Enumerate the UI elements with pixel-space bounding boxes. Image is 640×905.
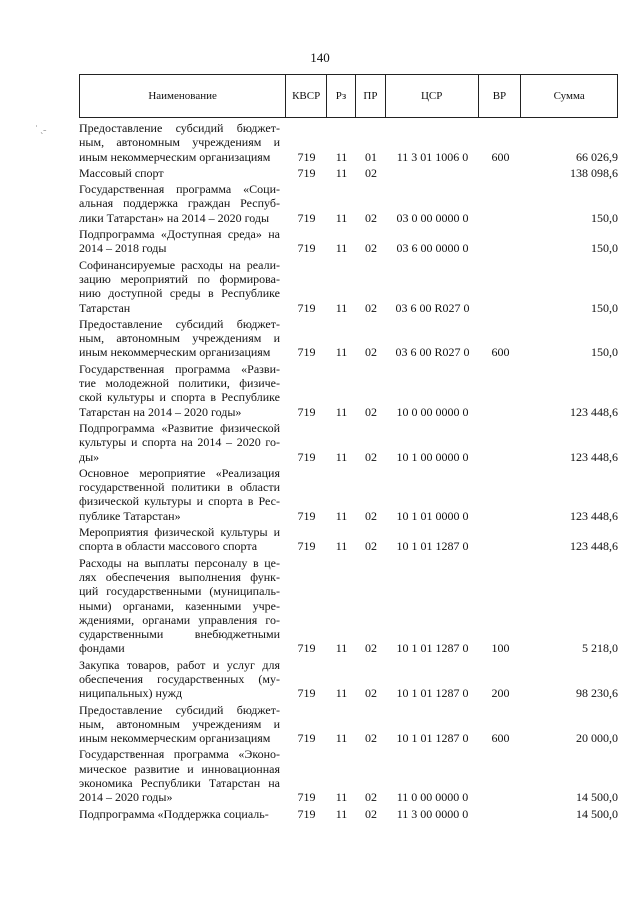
- table-row: [79, 525, 618, 554]
- row-rz: 11: [335, 404, 348, 419]
- row-name-line: Государственная программа «Соци-: [79, 182, 280, 197]
- margin-mark: ʾ ˎ˗: [35, 124, 47, 134]
- header-rz: Рз: [327, 75, 356, 117]
- row-rz: 11: [335, 790, 348, 805]
- table-row: [79, 658, 618, 701]
- row-name-line: государственной политики в области: [79, 480, 280, 495]
- row-name-line: Предоставление субсидий бюджет-: [79, 316, 280, 331]
- row-sum: 123 448,6: [570, 404, 618, 419]
- row-kvsr: 719: [297, 508, 316, 523]
- row-csr: 10 1 01 0000 0: [396, 508, 469, 523]
- row-name-line: ным, автономным учреждениям и: [79, 716, 280, 731]
- row-pr: 02: [365, 300, 377, 315]
- row-sum: 150,0: [591, 345, 618, 360]
- row-sum: 66 026,9: [576, 149, 618, 164]
- header-vr: ВР: [479, 75, 522, 117]
- table-row: [79, 258, 618, 315]
- table-row: [79, 362, 618, 419]
- row-name: [79, 807, 286, 821]
- table-row: [79, 466, 618, 523]
- row-pr: 02: [365, 404, 377, 419]
- row-name-line: Мероприятия физической культуры и: [79, 525, 280, 540]
- row-rz: 11: [335, 241, 348, 256]
- row-vr: 600: [491, 149, 510, 164]
- row-rz: 11: [335, 508, 348, 523]
- row-sum: 123 448,6: [570, 449, 618, 464]
- row-csr: 10 0 00 0000 0: [396, 404, 469, 419]
- row-name: [79, 258, 286, 315]
- row-rz: 11: [335, 731, 348, 746]
- row-vr: 600: [491, 731, 510, 746]
- row-name-line: сударственными внебюджетными: [79, 627, 280, 642]
- row-name: [79, 166, 286, 180]
- row-csr: 10 1 00 0000 0: [396, 449, 469, 464]
- row-name-line: Татарстан: [79, 300, 131, 315]
- row-kvsr: 719: [297, 449, 316, 464]
- table-row: [79, 317, 618, 360]
- row-name-line: тие молодежной политики, физиче-: [79, 376, 280, 391]
- row-name-line: лях обеспечения выполнения функ-: [79, 569, 280, 584]
- row-name-line: ды»: [79, 449, 100, 464]
- header-name: Наименование: [80, 75, 286, 117]
- row-kvsr: 719: [297, 241, 316, 256]
- row-name-line: Подпрограмма «Доступная среда» на: [79, 227, 280, 242]
- row-vr: 600: [491, 345, 510, 360]
- row-pr: 02: [365, 731, 377, 746]
- row-name-line: физической культуры и спорта в Рес-: [79, 494, 280, 509]
- row-name-line: ской культуры и спорта в Республике: [79, 390, 280, 405]
- row-sum: 123 448,6: [570, 539, 618, 554]
- row-sum: 150,0: [591, 300, 618, 315]
- row-name-line: Государственная программа «Эконо-: [79, 747, 280, 762]
- row-name: [79, 227, 286, 256]
- table-body: [79, 121, 618, 823]
- table-row: [79, 747, 618, 804]
- row-name-line: Закупка товаров, работ и услуг для: [79, 657, 280, 672]
- table-header: [79, 74, 618, 118]
- row-pr: 02: [365, 449, 377, 464]
- row-name-line: 2014 – 2018 годы: [79, 241, 167, 256]
- row-name: [79, 362, 286, 419]
- row-pr: 02: [365, 686, 377, 701]
- row-vr: 100: [491, 641, 510, 656]
- row-csr: 03 6 00 0000 0: [396, 241, 469, 256]
- row-rz: 11: [335, 806, 348, 821]
- row-name-line: экономика Республики Татарстан на: [79, 776, 280, 791]
- row-pr: 02: [365, 165, 377, 180]
- row-sum: 20 000,0: [576, 731, 618, 746]
- row-name-line: Подпрограмма «Развитие физической: [79, 420, 280, 435]
- table-row: [79, 703, 618, 746]
- row-name-line: ным, автономным учреждениям и: [79, 331, 280, 346]
- row-kvsr: 719: [297, 731, 316, 746]
- row-sum: 5 218,0: [582, 641, 618, 656]
- row-pr: 02: [365, 345, 377, 360]
- row-rz: 11: [335, 300, 348, 315]
- table-row: [79, 421, 618, 464]
- row-name-line: Предоставление субсидий бюджет-: [79, 702, 280, 717]
- row-name-line: иным некоммерческим организациям: [79, 731, 271, 746]
- row-csr: 03 6 00 R027 0: [395, 345, 470, 360]
- row-name-line: ными) органами, казенными учре-: [79, 598, 280, 613]
- row-name-line: Татарстан на 2014 – 2020 годы»: [79, 404, 242, 419]
- row-name-line: ждениями, органами управления го-: [79, 612, 280, 627]
- row-name-line: иным некоммерческим организациям: [79, 149, 271, 164]
- row-kvsr: 719: [297, 404, 316, 419]
- row-pr: 02: [365, 539, 377, 554]
- row-sum: 14 500,0: [576, 806, 618, 821]
- row-name-line: 2014 – 2020 годы»: [79, 790, 173, 805]
- row-name: [79, 466, 286, 523]
- row-name-line: Расходы на выплаты персоналу в це-: [79, 555, 280, 570]
- row-kvsr: 719: [297, 165, 316, 180]
- row-sum: 138 098,6: [570, 165, 618, 180]
- row-name-line: Основное мероприятие «Реализация: [79, 465, 280, 480]
- row-sum: 150,0: [591, 210, 618, 225]
- row-kvsr: 719: [297, 790, 316, 805]
- row-name-line: ций государственными (муниципаль-: [79, 584, 280, 599]
- table-row: [79, 121, 618, 164]
- row-csr: 10 1 01 1287 0: [396, 641, 469, 656]
- row-name-line: зацию мероприятий по формирова-: [79, 271, 280, 286]
- table-row: [79, 227, 618, 256]
- row-name-line: ниципальных) нужд: [79, 686, 183, 701]
- row-name-line: Предоставление субсидий бюджет-: [79, 121, 280, 135]
- row-name-line: мическое развитие и инновационная: [79, 761, 280, 776]
- row-kvsr: 719: [297, 345, 316, 360]
- header-sum: Сумма: [553, 90, 585, 102]
- row-rz: 11: [335, 686, 348, 701]
- row-pr: 02: [365, 806, 377, 821]
- row-name: [79, 658, 286, 701]
- header-kvsr: КВСР: [286, 75, 327, 117]
- row-csr: 11 3 01 1006 0: [396, 149, 469, 164]
- row-name-line: иным некоммерческим организациям: [79, 345, 271, 360]
- row-name-line: фондами: [79, 641, 125, 656]
- row-name-line: Подпрограмма «Поддержка социаль-: [79, 806, 269, 821]
- row-csr: 11 0 00 0000 0: [396, 790, 469, 805]
- row-kvsr: 719: [297, 210, 316, 225]
- page-number: 140: [310, 50, 330, 65]
- row-name: [79, 317, 286, 360]
- row-rz: 11: [335, 539, 348, 554]
- row-pr: 01: [365, 149, 377, 164]
- row-name: [79, 556, 286, 656]
- row-vr: 200: [491, 686, 510, 701]
- row-rz: 11: [335, 165, 348, 180]
- row-csr: 11 3 00 0000 0: [396, 806, 469, 821]
- row-csr: 10 1 01 1287 0: [396, 539, 469, 554]
- table-row: [79, 182, 618, 225]
- row-name-line: ным, автономным учреждениям и: [79, 135, 280, 150]
- row-kvsr: 719: [297, 641, 316, 656]
- row-name-line: нию доступной среды в Республике: [79, 286, 280, 301]
- row-rz: 11: [335, 149, 348, 164]
- row-name-line: Массовый спорт: [79, 165, 164, 180]
- row-name-line: Софинансируемые расходы на реали-: [79, 257, 280, 272]
- row-rz: 11: [335, 449, 348, 464]
- row-csr: 03 6 00 R027 0: [395, 300, 470, 315]
- row-name: [79, 421, 286, 464]
- row-name: [79, 121, 286, 164]
- row-name-line: спорта в области массового спорта: [79, 539, 258, 554]
- row-sum: 98 230,6: [576, 686, 618, 701]
- header-csr: ЦСР: [386, 75, 479, 117]
- row-csr: 10 1 01 1287 0: [396, 731, 469, 746]
- row-name-line: альная поддержка граждан Респуб-: [79, 196, 280, 211]
- row-name-line: лики Татарстан» на 2014 – 2020 годы: [79, 210, 270, 225]
- row-kvsr: 719: [297, 806, 316, 821]
- row-rz: 11: [335, 345, 348, 360]
- row-kvsr: 719: [297, 686, 316, 701]
- row-name: [79, 182, 286, 225]
- row-name-line: культуры и спорта на 2014 – 2020 го-: [79, 435, 280, 450]
- row-sum: 123 448,6: [570, 508, 618, 523]
- row-kvsr: 719: [297, 149, 316, 164]
- row-rz: 11: [335, 210, 348, 225]
- row-csr: 03 0 00 0000 0: [396, 210, 469, 225]
- row-pr: 02: [365, 508, 377, 523]
- table-row: [79, 807, 618, 821]
- row-name-line: Государственная программа «Разви-: [79, 361, 280, 376]
- row-name: [79, 747, 286, 804]
- row-kvsr: 719: [297, 300, 316, 315]
- row-csr: 10 1 01 1287 0: [396, 686, 469, 701]
- row-pr: 02: [365, 210, 377, 225]
- row-sum: 14 500,0: [576, 790, 618, 805]
- row-name: [79, 525, 286, 554]
- row-pr: 02: [365, 641, 377, 656]
- row-pr: 02: [365, 241, 377, 256]
- row-kvsr: 719: [297, 539, 316, 554]
- row-name: [79, 703, 286, 746]
- row-name-line: публике Татарстан»: [79, 508, 181, 523]
- row-pr: 02: [365, 790, 377, 805]
- row-name-line: обеспечения государственных (му-: [79, 671, 280, 686]
- row-rz: 11: [335, 641, 348, 656]
- table-row: [79, 556, 618, 656]
- table-row: [79, 166, 618, 180]
- header-pr: ПР: [356, 75, 386, 117]
- row-sum: 150,0: [591, 241, 618, 256]
